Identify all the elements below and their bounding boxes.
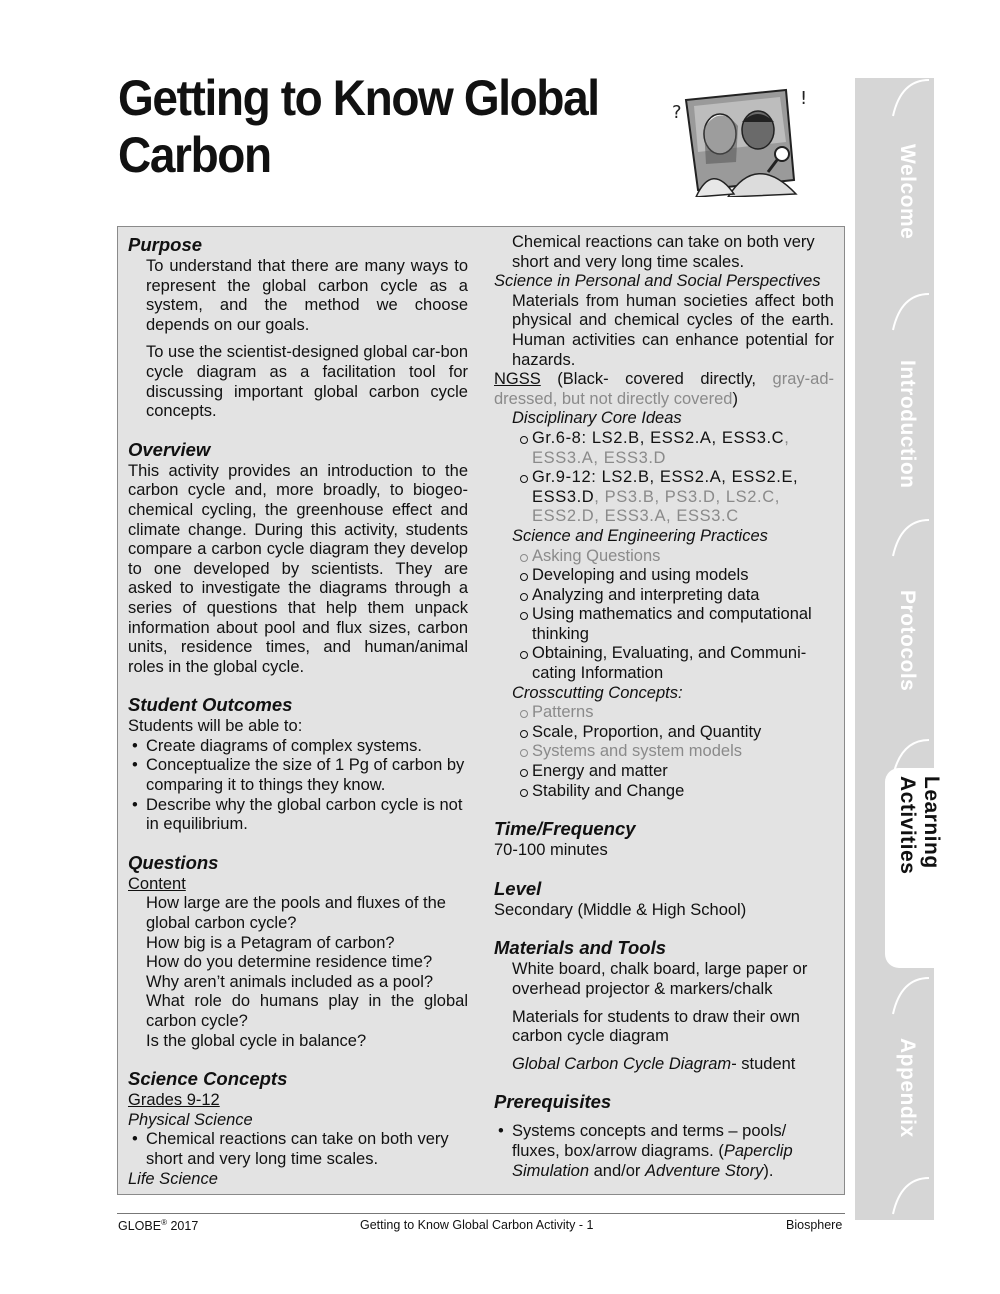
list-item: Why aren’t animals included as a pool? <box>146 972 434 991</box>
questions-subheading: Content <box>128 874 186 893</box>
outcomes-heading: Student Outcomes <box>128 694 293 716</box>
list-item: Using mathematics and computational thinking <box>520 605 834 644</box>
list-item: Patterns <box>520 703 834 723</box>
overview-text: This activity provides an introduction to the carbon cycle and, more broadly, to biogeo-chemical cycling, the greenhouse effect and climate change. During this activity, students compare a carbon cycle diagram they develop to one developed by scientists. They are asked to investigate the diagrams through a series of questions that help them unpack information about pool and flux sizes, carbon units, residence times, and human/animal roles in the global cycle. <box>128 461 468 676</box>
list-item: How big is a Petagram of carbon? <box>146 933 395 952</box>
physical-science-list <box>128 1130 468 1169</box>
concepts-continued: Chemical reactions can take on both very short and very long time scales. <box>512 233 815 271</box>
outcomes-intro: Students will be able to: <box>128 717 303 736</box>
time-heading: Time/Frequency <box>494 818 636 840</box>
ngss-line: NGSS (Black- covered directly, gray-ad-dressed, but not directly covered) <box>494 370 834 408</box>
svg-text:!: ! <box>800 88 808 109</box>
list-item: Scale, Proportion, and Quantity <box>520 723 834 743</box>
list-item: Gr.9-12: LS2.B, ESS2.A, ESS2.E, ESS3.D, PS3.B, PS3.D, LS2.C, ESS2.D, ESS3.A, ESS3.C <box>520 468 834 527</box>
footer-section: Biosphere <box>786 1218 843 1232</box>
materials-heading: Materials and Tools <box>494 937 667 959</box>
section-sidebar <box>855 78 943 1220</box>
tab-introduction[interactable]: Introduction <box>896 360 919 489</box>
level-heading: Level <box>494 877 542 899</box>
personal-perspectives-label: Science in Personal and Social Perspectives <box>494 272 821 291</box>
materials-item-3: Global Carbon Cycle Diagram- student <box>512 1054 796 1073</box>
purpose-text-1: To understand that there are many ways to represent the global carbon cycle as a system, and the method we choose depends on our goals. <box>146 257 468 334</box>
page-title: Getting to Know Global Carbon <box>118 70 599 183</box>
life-science-label: Life Science <box>128 1169 218 1188</box>
tab-divider-icon <box>891 976 931 1016</box>
physical-science-label: Physical Science <box>128 1110 253 1129</box>
svg-text:?: ? <box>672 102 682 123</box>
materials-item-2: Materials for students to draw their own carbon cycle diagram <box>512 1007 800 1046</box>
tab-divider-icon <box>891 1176 931 1216</box>
footer-page-title: Getting to Know Global Carbon Activity - 1 <box>360 1218 594 1232</box>
ngss-link[interactable]: NGSS <box>494 370 541 389</box>
concepts-heading: Science Concepts <box>128 1068 288 1090</box>
list-item: How do you determine residence time? <box>146 953 433 972</box>
tab-divider-icon <box>891 78 931 118</box>
list-item: Is the global cycle in balance? <box>146 1031 367 1050</box>
sep-label: Science and Engineering Practices <box>512 526 768 545</box>
tab-learning-activities[interactable]: Learning Activities <box>885 768 934 968</box>
footer-divider <box>117 1213 845 1214</box>
footer-copyright: GLOBE® 2017 <box>118 1218 199 1234</box>
list-item: Gr.6-8: LS2.B, ESS2.A, ESS3.C, ESS3.A, ESS3.D <box>520 429 834 468</box>
level-value: Secondary (Middle & High School) <box>494 900 747 919</box>
list-item: Obtaining, Evaluating, and Communi-cating Information <box>520 644 834 683</box>
list-item: • Systems concepts and terms – pools/ fluxes, box/arrow diagrams. (Paperclip Simulation and/or Adventure Story). <box>494 1122 834 1181</box>
list-item: • Create diagrams of complex systems. <box>128 737 468 757</box>
right-column <box>494 233 834 1181</box>
list-item: Energy and matter <box>520 762 834 782</box>
tab-appendix[interactable]: Appendix <box>896 1038 919 1138</box>
list-item: Asking Questions <box>520 547 834 567</box>
personal-perspectives-text: Materials from human societies affect both physical and chemical cycles of the earth. Human activities can enhance potential for hazards. <box>512 291 834 369</box>
prerequisites-heading: Prerequisites <box>494 1091 612 1113</box>
sep-list <box>494 547 834 684</box>
list-item: • Conceptualize the size of 1 Pg of carbon by comparing it to things they know. <box>128 756 468 795</box>
list-item: How large are the pools and fluxes of the global carbon cycle? <box>146 894 446 933</box>
list-item: What role do humans play in the global carbon cycle? <box>146 992 468 1030</box>
list-item: Systems and system models <box>520 742 834 762</box>
dci-label: Disciplinary Core Ideas <box>512 409 682 428</box>
list-item: • Chemical reactions can take on both very short and very long time scales. <box>128 1130 468 1169</box>
questions-list <box>128 894 468 1051</box>
tab-divider-icon <box>891 518 931 558</box>
questions-heading: Questions <box>128 851 219 873</box>
prerequisites-list <box>494 1122 834 1181</box>
tab-divider-icon <box>891 292 931 332</box>
materials-item-1: White board, chalk board, large paper or overhead projector & markers/chalk <box>512 960 808 998</box>
purpose-text-2: To use the scientist-designed global car-bon cycle diagram as a facilitation tool for discussing important global carbon cycle concepts. <box>146 343 468 421</box>
overview-heading: Overview <box>128 438 211 460</box>
list-item: • Describe why the global carbon cycle is not in equilibrium. <box>128 796 468 835</box>
purpose-heading: Purpose <box>128 234 203 255</box>
tab-protocols[interactable]: Protocols <box>896 590 919 692</box>
outcomes-list <box>128 737 468 835</box>
list-item: Developing and using models <box>520 566 834 586</box>
list-item: Analyzing and interpreting data <box>520 586 834 606</box>
activity-summary-panel <box>117 226 845 1195</box>
list-item: Stability and Change <box>520 782 834 802</box>
dci-list <box>494 429 834 527</box>
grades-label: Grades 9-12 <box>128 1091 220 1110</box>
students-illustration-icon <box>668 82 818 197</box>
crosscutting-label: Crosscutting Concepts: <box>512 683 683 702</box>
tab-welcome[interactable]: Welcome <box>896 144 919 240</box>
time-value: 70-100 minutes <box>494 841 608 860</box>
crosscutting-list <box>494 703 834 801</box>
left-column <box>128 233 468 1189</box>
